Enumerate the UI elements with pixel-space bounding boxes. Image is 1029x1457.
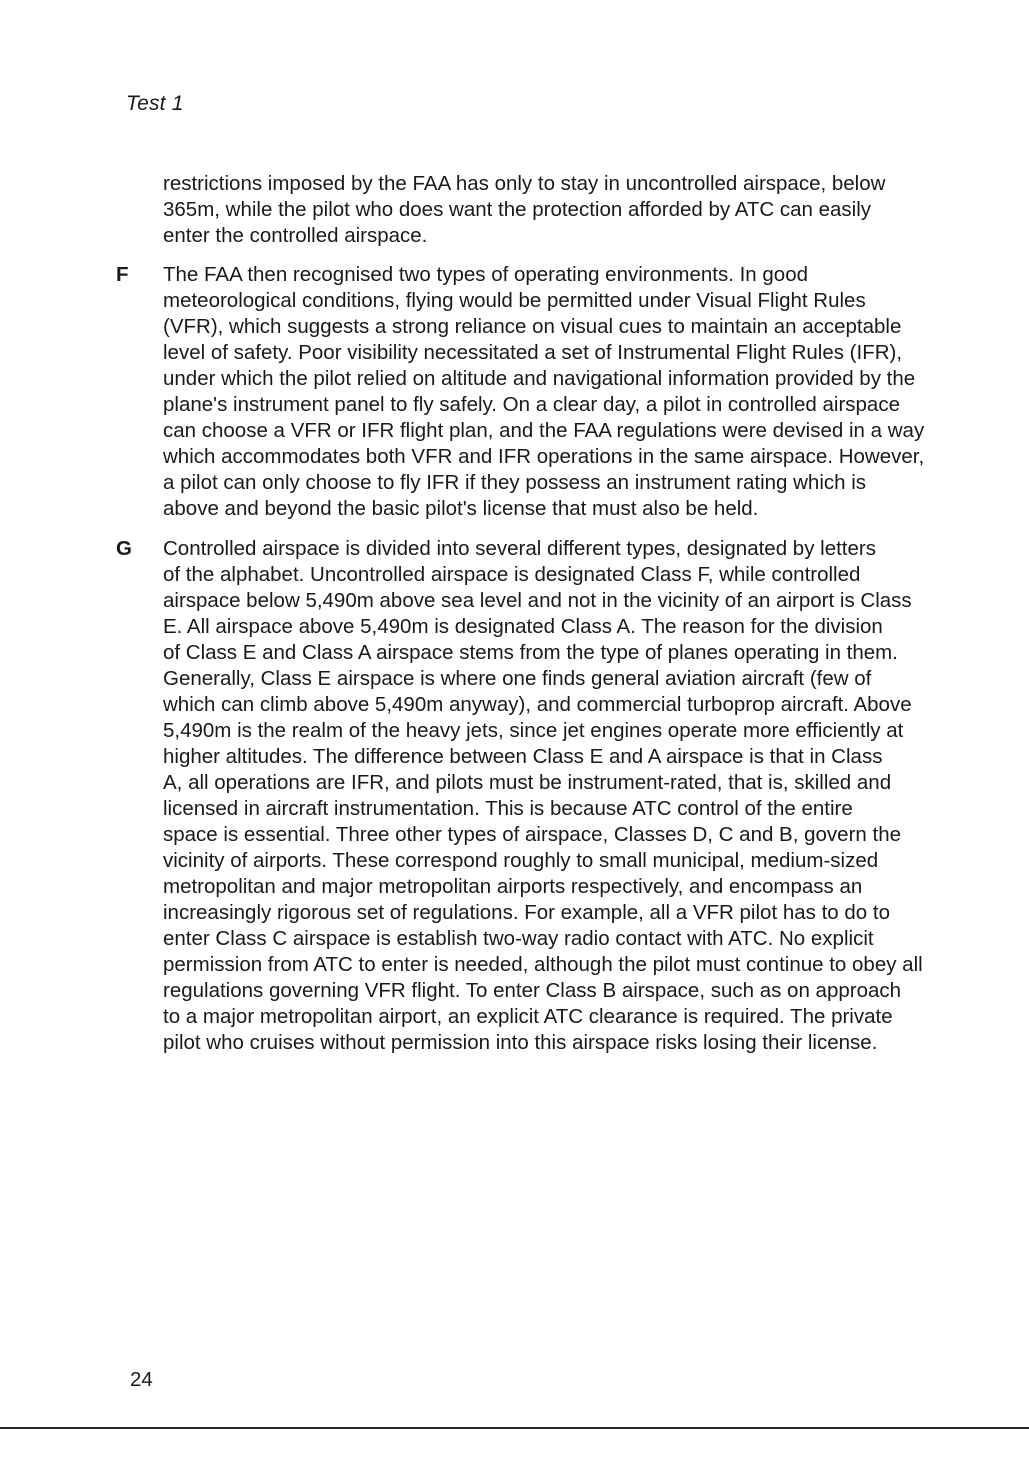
text-line: enter Class C airspace is establish two-way radio contact with ATC. No explicit <box>163 927 874 950</box>
text-line: space is essential. Three other types of airspace, Classes D, C and B, govern the <box>163 823 901 846</box>
text-line: level of safety. Poor visibility necessitated a set of Instrumental Flight Rules (IFR), <box>163 341 903 364</box>
paragraph-body <box>163 536 923 1056</box>
text-line: A, all operations are IFR, and pilots must be instrument-rated, that is, skilled and <box>163 771 892 794</box>
text-line: restrictions imposed by the FAA has only to stay in uncontrolled airspace, below <box>163 172 886 195</box>
text-line: Controlled airspace is divided into several different types, designated by letters <box>163 537 876 560</box>
text-line: airspace below 5,490m above sea level and not in the vicinity of an airport is Class <box>163 589 912 612</box>
text-line: meteorological conditions, flying would be permitted under Visual Flight Rules <box>163 289 866 312</box>
text-line: metropolitan and major metropolitan airports respectively, and encompass an <box>163 875 863 898</box>
text-line: 365m, while the pilot who does want the protection afforded by ATC can easily <box>163 198 872 221</box>
text-line: pilot who cruises without permission into this airspace risks losing their license. <box>163 1031 878 1054</box>
text-line: Generally, Class E airspace is where one finds general aviation aircraft (few of <box>163 667 872 690</box>
text-line: permission from ATC to enter is needed, although the pilot must continue to obey all <box>163 953 923 976</box>
text-line: E. All airspace above 5,490m is designated Class A. The reason for the division <box>163 615 883 638</box>
text-line: increasingly rigorous set of regulations. For example, all a VFR pilot has to do to <box>163 901 890 924</box>
text-line: higher altitudes. The difference between Class E and A airspace is that in Class <box>163 745 883 768</box>
text-line: to a major metropolitan airport, an explicit ATC clearance is required. The private <box>163 1005 893 1028</box>
text-line: of the alphabet. Uncontrolled airspace is designated Class F, while controlled <box>163 563 861 586</box>
continuation-text <box>163 171 953 249</box>
paragraph-letter: G <box>116 537 132 560</box>
text-line: vicinity of airports. These correspond roughly to small municipal, medium-sized <box>163 849 879 872</box>
page-number: 24 <box>130 1368 153 1391</box>
text-line: above and beyond the basic pilot's license that must also be held. <box>163 497 759 520</box>
paragraph-body <box>163 262 924 522</box>
text-line: under which the pilot relied on altitude and navigational information provided by the <box>163 367 916 390</box>
text-line: 5,490m is the realm of the heavy jets, since jet engines operate more efficiently at <box>163 719 904 742</box>
text-line: regulations governing VFR flight. To enter Class B airspace, such as on approach <box>163 979 902 1002</box>
text-line: (VFR), which suggests a strong reliance on visual cues to maintain an acceptable <box>163 315 902 338</box>
bottom-rule <box>0 1427 1029 1429</box>
text-line: of Class E and Class A airspace stems from the type of planes operating in them. <box>163 641 898 664</box>
text-line: which can climb above 5,490m anyway), and commercial turboprop aircraft. Above <box>163 693 912 716</box>
text-line: a pilot can only choose to fly IFR if they possess an instrument rating which is <box>163 471 867 494</box>
paragraph-letter: F <box>116 263 129 286</box>
text-line: plane's instrument panel to fly safely. On a clear day, a pilot in controlled airspace <box>163 393 900 416</box>
text-line: The FAA then recognised two types of operating environments. In good <box>163 263 809 286</box>
text-line: can choose a VFR or IFR flight plan, and the FAA regulations were devised in a way <box>163 419 925 442</box>
text-line: which accommodates both VFR and IFR operations in the same airspace. However, <box>163 445 925 468</box>
running-head: Test 1 <box>126 92 184 115</box>
text-line: licensed in aircraft instrumentation. This is because ATC control of the entire <box>163 797 853 820</box>
text-line: enter the controlled airspace. <box>163 224 428 247</box>
